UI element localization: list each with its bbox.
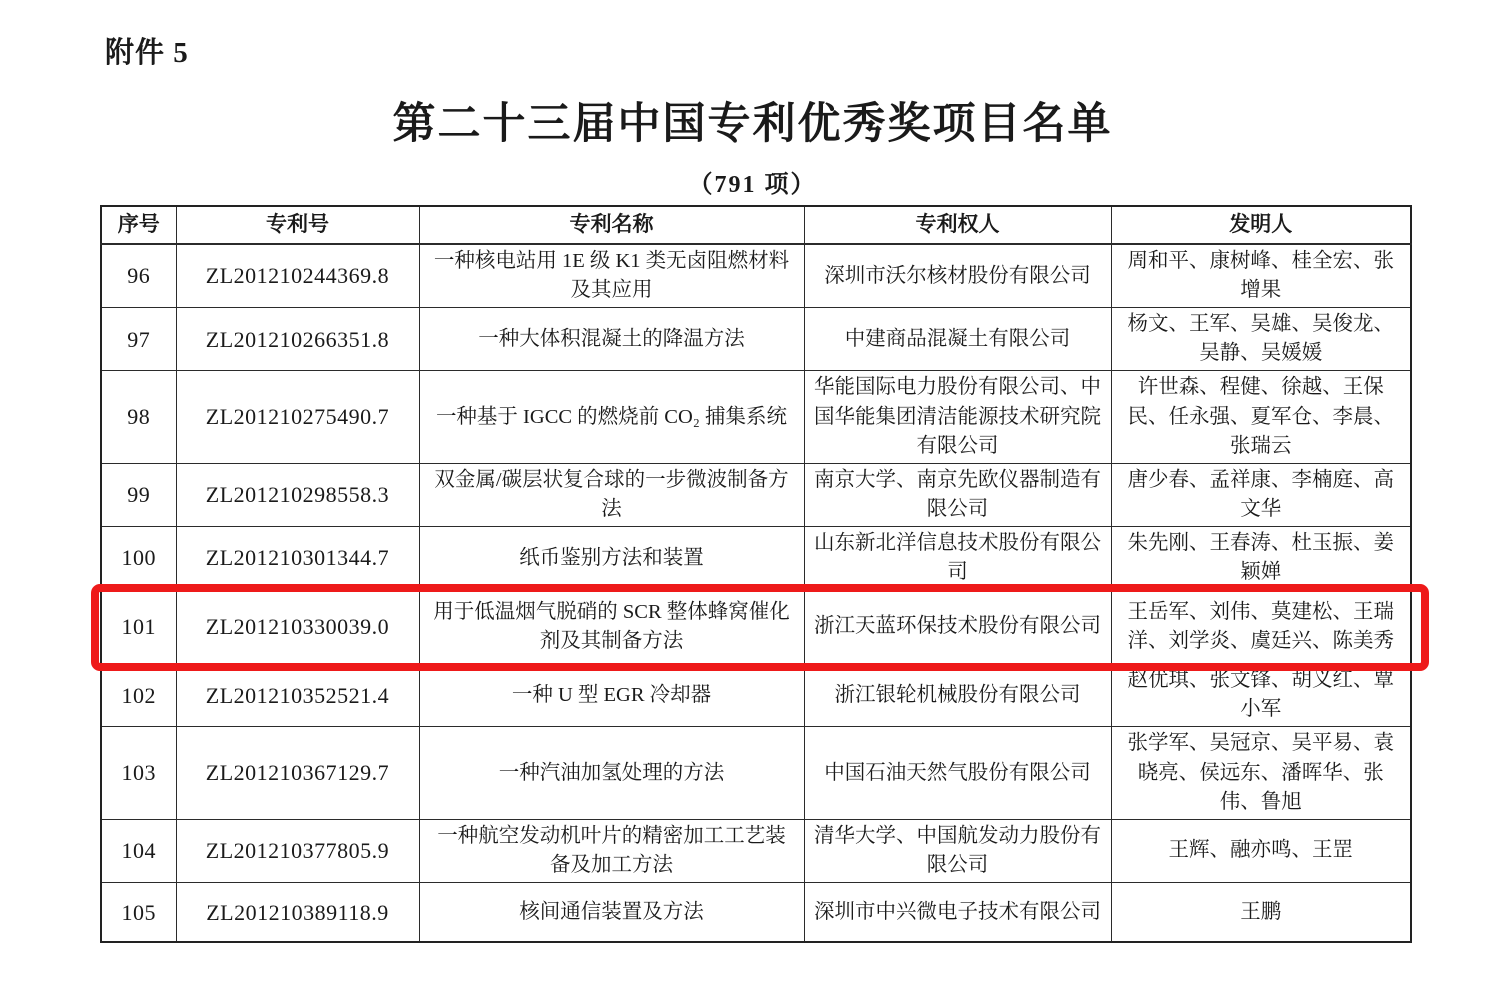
cell-patent-name: 一种核电站用 1E 级 K1 类无卤阻燃材料及其应用: [419, 244, 804, 308]
cell-patent-number: ZL201210275490.7: [176, 371, 419, 463]
cell-patent-number: ZL201210298558.3: [176, 463, 419, 526]
cell-patent-name: 一种航空发动机叶片的精密加工工艺装备及加工方法: [419, 819, 804, 882]
cell-inventors: 王鹏: [1111, 882, 1411, 942]
page-title: 第二十三届中国专利优秀奖项目名单: [392, 101, 1113, 148]
patent-award-table: [100, 205, 1412, 943]
cell-patent-name: 纸币鉴别方法和装置: [419, 526, 804, 589]
cell-patentee: 山东新北洋信息技术股份有限公司: [804, 526, 1111, 589]
cell-inventors: 王岳军、刘伟、莫建松、王瑞洋、刘学炎、虞廷兴、陈美秀: [1111, 590, 1411, 664]
cell-serial-number: 105: [101, 882, 176, 942]
cell-serial-number: 99: [101, 463, 176, 526]
cell-serial-number: 98: [101, 371, 176, 463]
table-row: [101, 244, 1411, 308]
cell-inventors: 王辉、融亦鸣、王罡: [1111, 819, 1411, 882]
table-row: [101, 371, 1411, 463]
table-row: [101, 308, 1411, 371]
cell-inventors: 赵优琪、张文锋、胡义红、覃小军: [1111, 664, 1411, 727]
table-header: [101, 206, 1411, 244]
cell-patentee: 中国石油天然气股份有限公司: [804, 727, 1111, 819]
cell-serial-number: 97: [101, 308, 176, 371]
cell-patent-name: 一种基于 IGCC 的燃烧前 CO₂ 捕集系统: [419, 371, 804, 463]
cell-serial-number: 102: [101, 664, 176, 727]
cell-patentee: 浙江银轮机械股份有限公司: [804, 664, 1111, 727]
cell-inventors: 朱先刚、王春涛、杜玉振、姜颖婵: [1111, 526, 1411, 589]
column-header-name: 专利名称: [419, 206, 804, 244]
table-row: [101, 664, 1411, 727]
cell-serial-number: 100: [101, 526, 176, 589]
cell-patent-number: ZL201210352521.4: [176, 664, 419, 727]
table-row: [101, 882, 1411, 942]
cell-patent-number: ZL201210266351.8: [176, 308, 419, 371]
item-count-subtitle: （791 项）: [688, 172, 817, 198]
column-header-inventors: 发明人: [1111, 206, 1411, 244]
cell-patentee: 南京大学、南京先欧仪器制造有限公司: [804, 463, 1111, 526]
cell-patent-number: ZL201210330039.0: [176, 590, 419, 664]
cell-serial-number: 101: [101, 590, 176, 664]
cell-serial-number: 96: [101, 244, 176, 308]
column-header-patent-no: 专利号: [176, 206, 419, 244]
attachment-label: 附件 5: [105, 37, 189, 69]
cell-patent-name: 一种 U 型 EGR 冷却器: [419, 664, 804, 727]
table-row: [101, 526, 1411, 589]
cell-patent-name: 双金属/碳层状复合球的一步微波制备方法: [419, 463, 804, 526]
cell-inventors: 张学军、吴冠京、吴平易、袁晓亮、侯远东、潘晖华、张伟、鲁旭: [1111, 727, 1411, 819]
cell-patent-name: 一种汽油加氢处理的方法: [419, 727, 804, 819]
cell-patent-name: 核间通信装置及方法: [419, 882, 804, 942]
table-header-row: [101, 206, 1411, 244]
cell-patentee: 浙江天蓝环保技术股份有限公司: [804, 590, 1111, 664]
table-row: [101, 463, 1411, 526]
table-row: [101, 727, 1411, 819]
cell-serial-number: 104: [101, 819, 176, 882]
column-header-patentee: 专利权人: [804, 206, 1111, 244]
cell-patent-number: ZL201210377805.9: [176, 819, 419, 882]
cell-patentee: 清华大学、中国航发动力股份有限公司: [804, 819, 1111, 882]
cell-inventors: 周和平、康树峰、桂全宏、张增果: [1111, 244, 1411, 308]
cell-inventors: 许世森、程健、徐越、王保民、任永强、夏军仓、李晨、张瑞云: [1111, 371, 1411, 463]
cell-inventors: 杨文、王军、吴雄、吴俊龙、吴静、吴媛媛: [1111, 308, 1411, 371]
cell-patent-name: 用于低温烟气脱硝的 SCR 整体蜂窝催化剂及其制备方法: [419, 590, 804, 664]
cell-patent-name: 一种大体积混凝土的降温方法: [419, 308, 804, 371]
cell-inventors: 唐少春、孟祥康、李楠庭、高文华: [1111, 463, 1411, 526]
cell-patent-number: ZL201210367129.7: [176, 727, 419, 819]
cell-patentee: 华能国际电力股份有限公司、中国华能集团清洁能源技术研究院有限公司: [804, 371, 1111, 463]
column-header-no: 序号: [101, 206, 176, 244]
table-body: [101, 244, 1411, 942]
table-row: [101, 590, 1411, 664]
cell-serial-number: 103: [101, 727, 176, 819]
cell-patentee: 深圳市沃尔核材股份有限公司: [804, 244, 1111, 308]
cell-patent-number: ZL201210389118.9: [176, 882, 419, 942]
cell-patent-number: ZL201210244369.8: [176, 244, 419, 308]
cell-patentee: 中建商品混凝土有限公司: [804, 308, 1111, 371]
cell-patentee: 深圳市中兴微电子技术有限公司: [804, 882, 1111, 942]
cell-patent-number: ZL201210301344.7: [176, 526, 419, 589]
table-row: [101, 819, 1411, 882]
